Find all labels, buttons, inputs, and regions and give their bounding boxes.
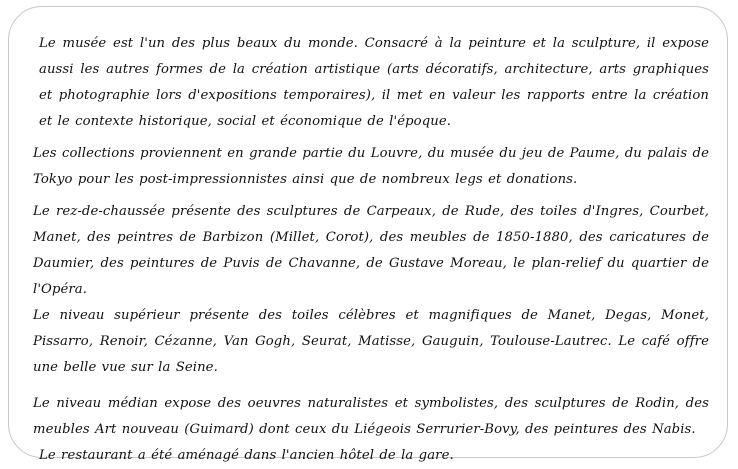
paragraph-middle-level: Le niveau médian expose des oeuvres naturalistes et symbolistes, des sculptures de Rodin, des meubles Art nouveau (Guimard) dont ceux du Liégeois Serrurier-Bovy, des peintures des Nabis.	[33, 396, 709, 437]
paragraph-upper-level: Le niveau supérieur présente des toiles célèbres et magnifiques de Manet, Degas, Monet, Pissarro, Renoir, Cézanne, Van Gogh, Seurat, Matisse, Gauguin, Toulouse-Lautrec. Le café offre une belle vue sur la Seine.	[33, 308, 709, 375]
paragraph-collections: Les collections proviennent en grande partie du Louvre, du musée du jeu de Paume, du palais de Tokyo pour les post-impressionnistes ainsi que de nombreux legs et donations.	[33, 146, 709, 187]
paragraph-restaurant: Le restaurant a été aménagé dans l'ancien hôtel de la gare.	[39, 448, 454, 463]
paragraph-introduction: Le musée est l'un des plus beaux du monde. Consacré à la peinture et la sculpture, il expose aussi les autres formes de la création artistique (arts décoratifs, architecture, arts graphiques et photographie lors d'expositions temporaires), il met en valeur les rapports entre la création et le contexte historique, social et économique de l'époque.	[39, 36, 709, 129]
text-card	[8, 6, 728, 463]
paragraph-ground-floor: Le rez-de-chaussée présente des sculptures de Carpeaux, de Rude, des toiles d'Ingres, Courbet, Manet, des peintres de Barbizon (Millet, Corot), des meubles de 1850-1880, des caricatures de Daumier, des peintures de Puvis de Chavanne, de Gustave Moreau, le plan-relief du quartier de l'Opéra.	[33, 204, 709, 297]
